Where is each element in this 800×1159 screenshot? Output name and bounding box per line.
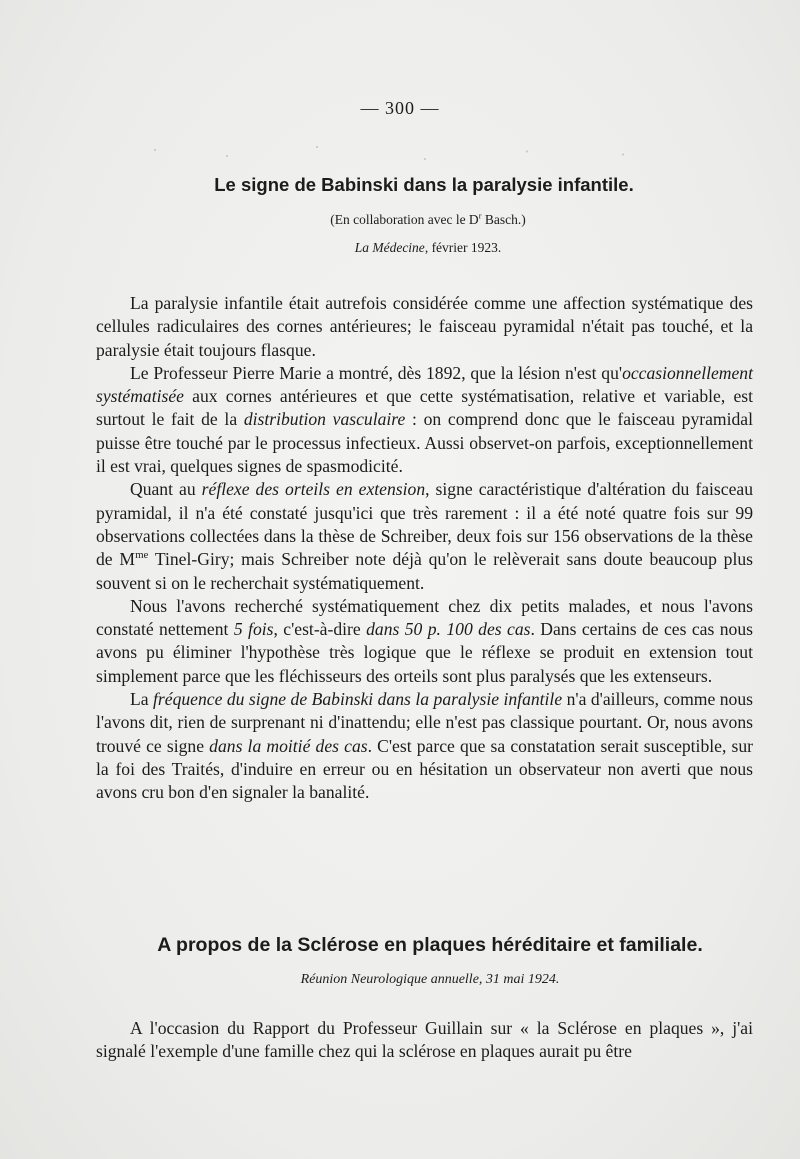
section1-body <box>96 292 753 805</box>
text-run: n'a d'ailleurs, comme nous l'avons dit, rien de surprenant ni d'inattendu; elle n'est pas classique pourtant. Or, nous avons trouvé ce signe <box>96 689 753 756</box>
text-run: Le Professeur Pierre Marie a montré, dès 1892, que la lésion n'est qu' <box>130 362 623 383</box>
text-run: , c'est-à-dire <box>273 619 367 640</box>
collab-suffix: Basch.) <box>481 212 526 227</box>
paragraph-4 <box>96 595 753 688</box>
text-run: Quant au <box>130 479 202 500</box>
text-run: aux cornes antérieures et que cette systématisation, relative et variable, est surtout le fait de la <box>96 386 753 430</box>
collab-sup: r <box>478 211 482 221</box>
paragraph-3 <box>96 478 753 594</box>
paragraph-2 <box>96 362 753 478</box>
text-run: Tinel-Giry; mais Schreiber note déjà qu'on le relèverait sans doute beaucoup plus souvent si on le recherchait systématiquement. <box>96 549 753 593</box>
text-run: . C'est parce que sa constatation serait susceptible, sur la foi des Traités, d'induire en erreur ou en hésitation un observateur non averti que nous avons cru bon d'en signaler la banalité. <box>96 735 753 803</box>
section2-body <box>96 1017 753 1064</box>
paragraph-5 <box>96 688 753 804</box>
section1-title: Le signe de Babinski dans la paralysie infantile. <box>214 174 634 195</box>
section2-title: A propos de la Sclérose en plaques héréditaire et familiale. <box>157 934 703 956</box>
emphasis: fréquence du signe de Babinski dans la paralysie infantile <box>153 689 563 710</box>
emphasis: réflexe des orteils en extension <box>201 479 426 500</box>
paragraph-1: La paralysie infantile était autrefois considérée comme une affection systématique des cellules radiculaires des cornes antérieures; le faisceau pyramidal n'était pas touché, et la paralysie était toujours flasque. <box>96 293 753 360</box>
page-number: — 300 — <box>360 98 440 118</box>
text-run: Nous l'avons recherché systématiquement chez dix petits malades, et nous l'avons constaté nettement <box>96 595 753 640</box>
section1-collaboration <box>28 212 800 228</box>
emphasis: occasionnellement systématisée <box>96 362 753 407</box>
section1-source <box>28 240 800 256</box>
source-text: Réunion Neurologique annuelle, 31 mai 1924. <box>300 972 560 987</box>
journal-date: , février 1923. <box>424 240 502 255</box>
emphasis: dans 50 p. 100 des cas <box>366 619 531 640</box>
emphasis: 5 fois <box>233 619 274 640</box>
paragraph-1: A l'occasion du Rapport du Professeur Guillain sur « la Sclérose en plaques », j'ai signalé l'exemple d'une famille chez qui la sclérose en plaques aurait pu être <box>96 1018 753 1062</box>
scan-noise <box>95 138 695 168</box>
section2-source <box>30 972 800 988</box>
superscript: me <box>135 549 149 562</box>
journal-name: La Médecine <box>354 240 425 255</box>
emphasis: dans la moitié des cas <box>209 735 368 756</box>
text-run: : on comprend donc que le faisceau pyramidal puisse être touché par le processus infectieux. Aussi observet-on parfois, exceptionnellement il est vrai, quelques signes de spasmodicité. <box>96 409 753 477</box>
emphasis: distribution vasculaire <box>243 409 406 430</box>
collab-prefix: (En collaboration avec le D <box>330 212 479 227</box>
text-run: , signe caractéristique d'altération du faisceau pyramidal, il n'a été constaté jusqu'ici que très rarement : il a été noté quatre fois sur 99 observations collectées dans la thèse de Schreiber, deux fois sur 156 observations de la thèse de M <box>96 479 753 570</box>
text-run: La <box>130 689 154 710</box>
text-run: . Dans certains de ces cas nous avons pu éliminer l'hypothèse très logique que le réflexe se produit en extension tout simplement parce que les fléchisseurs des orteils sont plus paralysés que les extenseurs. <box>96 619 753 686</box>
